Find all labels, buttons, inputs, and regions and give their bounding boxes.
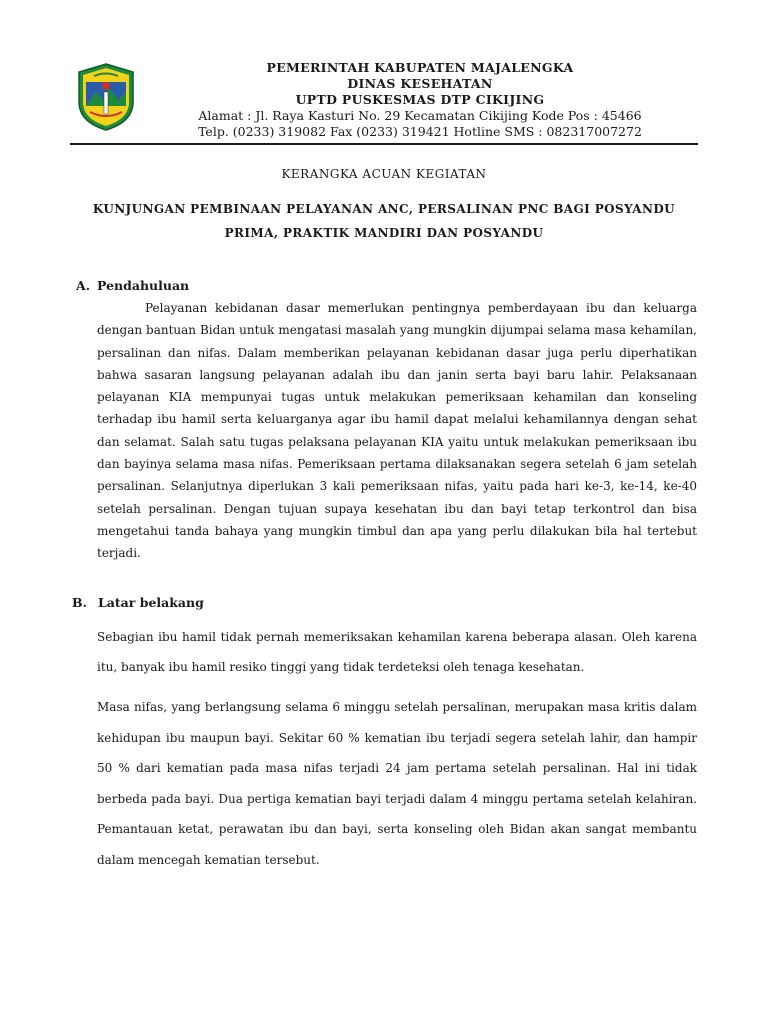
section-a-body: Pelayanan kebidanan dasar memerlukan pentingnya pemberdayaan ibu dan keluarga dengan bantuan Bidan untuk mengatasi masalah yang mungkin dijumpai selama masa kehamilan, persalinan dan nifas. Dalam memberikan pelayanan kebidanan dasar juga perlu diperhatikan bahwa sasaran langsung pelayanan adalah ibu dan janin serta bayi baru lahir. Pelaksanaan pelayanan KIA mempunyai tugas untuk melakukan pemeriksaan kehamilan dan konseling terhadap ibu hamil serta keluarganya agar ibu hamil dapat melalui kehamilannya dengan sehat dan selamat. Salah satu tugas pelaksana pelayanan KIA yaitu untuk melakukan pemeriksaan ibu dan bayinya selama masa nifas. Pemeriksaan pertama dilaksanakan segera setelah 6 jam setelah persalinan. Selanjutnya diperlukan 3 kali pemeriksaan nifas, yaitu pada hari ke-3, ke-14, ke-40 setelah persalinan. Dengan tujuan supaya kesehatan ibu dan bayi tetap terkontrol dan bisa mengetahui tanda bahaya yang mungkin timbul dan apa yang perlu dilakukan bila hal tertebut terjadi. xyxy=(97,301,697,561)
document-subtitle xyxy=(76,197,692,245)
section-b-paragraph-1: Sebagian ibu hamil tidak pernah memeriksakan kehamilan karena beberapa alasan. Oleh karena itu, banyak ibu hamil resiko tinggi yang tidak terdeteksi oleh tenaga kesehatan. xyxy=(97,630,697,674)
document-title: KERANGKA ACUAN KEGIATAN xyxy=(281,167,487,181)
section-a-title: Pendahuluan xyxy=(97,278,190,293)
letterhead-contact: Telp. (0233) 319082 Fax (0233) 319421 Hotline SMS : 082317007272 xyxy=(198,124,642,139)
section-b-marker: B. xyxy=(72,595,87,610)
section-a-heading xyxy=(76,278,189,294)
letterhead xyxy=(150,60,690,140)
letterhead-government: PEMERINTAH KABUPATEN MAJALENGKA xyxy=(266,60,574,75)
letterhead-divider xyxy=(70,143,698,145)
section-b-title: Latar belakang xyxy=(98,595,204,610)
letterhead-agency: DINAS KESEHATAN xyxy=(347,76,493,91)
subtitle-line-1: KUNJUNGAN PEMBINAAN PELAYANAN ANC, PERSALINAN PNC BAGI POSYANDU xyxy=(92,202,676,216)
letterhead-address: Alamat : Jl. Raya Kasturi No. 29 Kecamatan Cikijing Kode Pos : 45466 xyxy=(198,108,642,123)
subtitle-line-2: PRIMA, PRAKTIK MANDIRI DAN POSYANDU xyxy=(224,226,544,240)
section-b-heading xyxy=(72,595,204,611)
majalengka-emblem-icon xyxy=(76,62,136,132)
section-a-marker: A. xyxy=(76,278,91,293)
letterhead-unit: UPTD PUSKESMAS DTP CIKIJING xyxy=(295,92,545,107)
section-b-paragraph-2: Masa nifas, yang berlangsung selama 6 minggu setelah persalinan, merupakan masa kritis dalam kehidupan ibu maupun bayi. Sekitar 60 % kematian ibu terjadi segera setelah lahir, dan hampir 50 % dari kematian pada masa nifas terjadi 24 jam pertama setelah persalinan. Hal ini tidak berbeda pada bayi. Dua pertiga kematian bayi terjadi dalam 4 minggu pertama setelah kelahiran. Pemantauan ketat, perawatan ibu dan bayi, serta konseling oleh Bidan akan sangat membantu dalam mencegah kematian tersebut. xyxy=(97,700,697,867)
